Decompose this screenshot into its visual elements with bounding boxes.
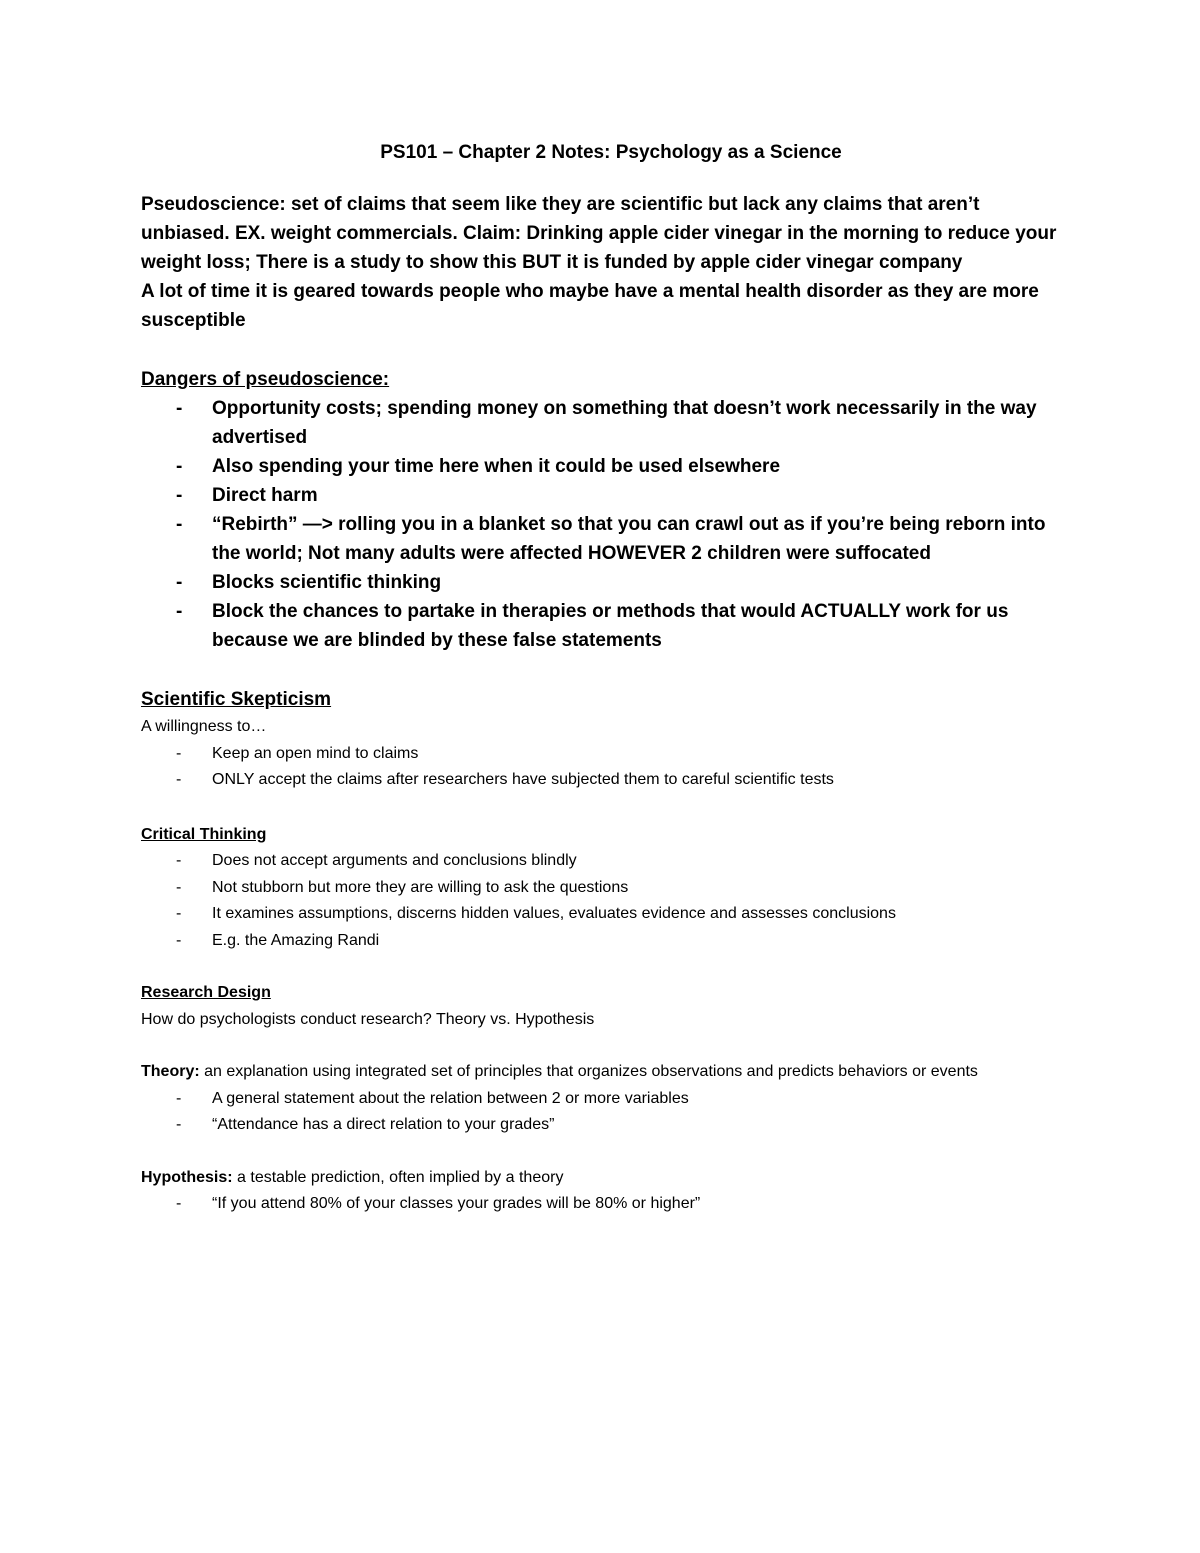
list-item: - E.g. the Amazing Randi	[141, 928, 1061, 955]
list-item: - Does not accept arguments and conclusions blindly	[141, 848, 1061, 875]
list-item: - Keep an open mind to claims	[141, 741, 1061, 768]
pseudoscience-text: : set of claims that seem like they are scientific but lack any claims that aren’t unbiased. EX. weight commercials. Claim: Drinking apple cider vinegar in the morning to reduce your weight loss; There is a study to show this BUT it is funded by apple cider vinegar company	[141, 194, 1057, 273]
pseudoscience-definition	[141, 190, 1061, 277]
list-item: - “Attendance has a direct relation to your grades”	[141, 1112, 1061, 1139]
document-title: PS101 – Chapter 2 Notes: Psychology as a Science	[380, 142, 842, 163]
list-item: - Opportunity costs; spending money on something that doesn’t work necessarily in the way advertised	[141, 394, 1061, 452]
theory-definition	[141, 1059, 1061, 1086]
critical-list	[141, 848, 1061, 954]
critical-section	[141, 822, 1061, 955]
skepticism-section	[141, 685, 1061, 794]
list-item: - Blocks scientific thinking	[141, 568, 1061, 597]
list-item: - Not stubborn but more they are willing to ask the questions	[141, 875, 1061, 902]
theory-list	[141, 1086, 1061, 1139]
theory-section	[141, 1059, 1061, 1139]
hypothesis-text: a testable prediction, often implied by a theory	[232, 1168, 564, 1186]
document-body	[141, 142, 1061, 1218]
dangers-heading: Dangers of pseudoscience:	[141, 369, 390, 390]
list-item: - A general statement about the relation between 2 or more variables	[141, 1086, 1061, 1113]
research-text: How do psychologists conduct research? Theory vs. Hypothesis	[141, 1010, 595, 1028]
skepticism-heading: Scientific Skepticism	[141, 689, 332, 710]
list-item: - Block the chances to partake in therapies or methods that would ACTUALLY work for us because we are blinded by these false statements	[141, 597, 1061, 655]
list-item: - It examines assumptions, discerns hidden values, evaluates evidence and assesses conclusions	[141, 901, 1061, 928]
research-heading: Research Design	[141, 984, 271, 1001]
skepticism-intro: A willingness to…	[141, 718, 267, 735]
hypothesis-definition	[141, 1165, 1061, 1192]
dangers-section	[141, 365, 1061, 655]
skepticism-list	[141, 741, 1061, 794]
theory-term: Theory:	[141, 1063, 200, 1080]
hypothesis-section	[141, 1165, 1061, 1218]
research-section	[141, 980, 1061, 1033]
list-item: - Also spending your time here when it could be used elsewhere	[141, 452, 1061, 481]
list-item: - Direct harm	[141, 481, 1061, 510]
list-item: - “If you attend 80% of your classes your grades will be 80% or higher”	[141, 1191, 1061, 1218]
dangers-list	[141, 394, 1061, 655]
pseudoscience-term: Pseudoscience	[141, 194, 280, 215]
hypothesis-term: Hypothesis:	[141, 1168, 233, 1186]
theory-text: an explanation using integrated set of principles that organizes observations and predicts behaviors or events	[199, 1063, 978, 1080]
list-item: - “Rebirth” —> rolling you in a blanket so that you can crawl out as if you’re being reborn into the world; Not many adults were affected HOWEVER 2 children were suffocated	[141, 510, 1061, 568]
hypothesis-list	[141, 1191, 1061, 1218]
list-item: - ONLY accept the claims after researchers have subjected them to careful scientific tests	[141, 767, 1061, 794]
pseudoscience-note: A lot of time it is geared towards people who maybe have a mental health disorder as they are more susceptible	[141, 281, 1039, 331]
critical-heading: Critical Thinking	[141, 825, 267, 843]
